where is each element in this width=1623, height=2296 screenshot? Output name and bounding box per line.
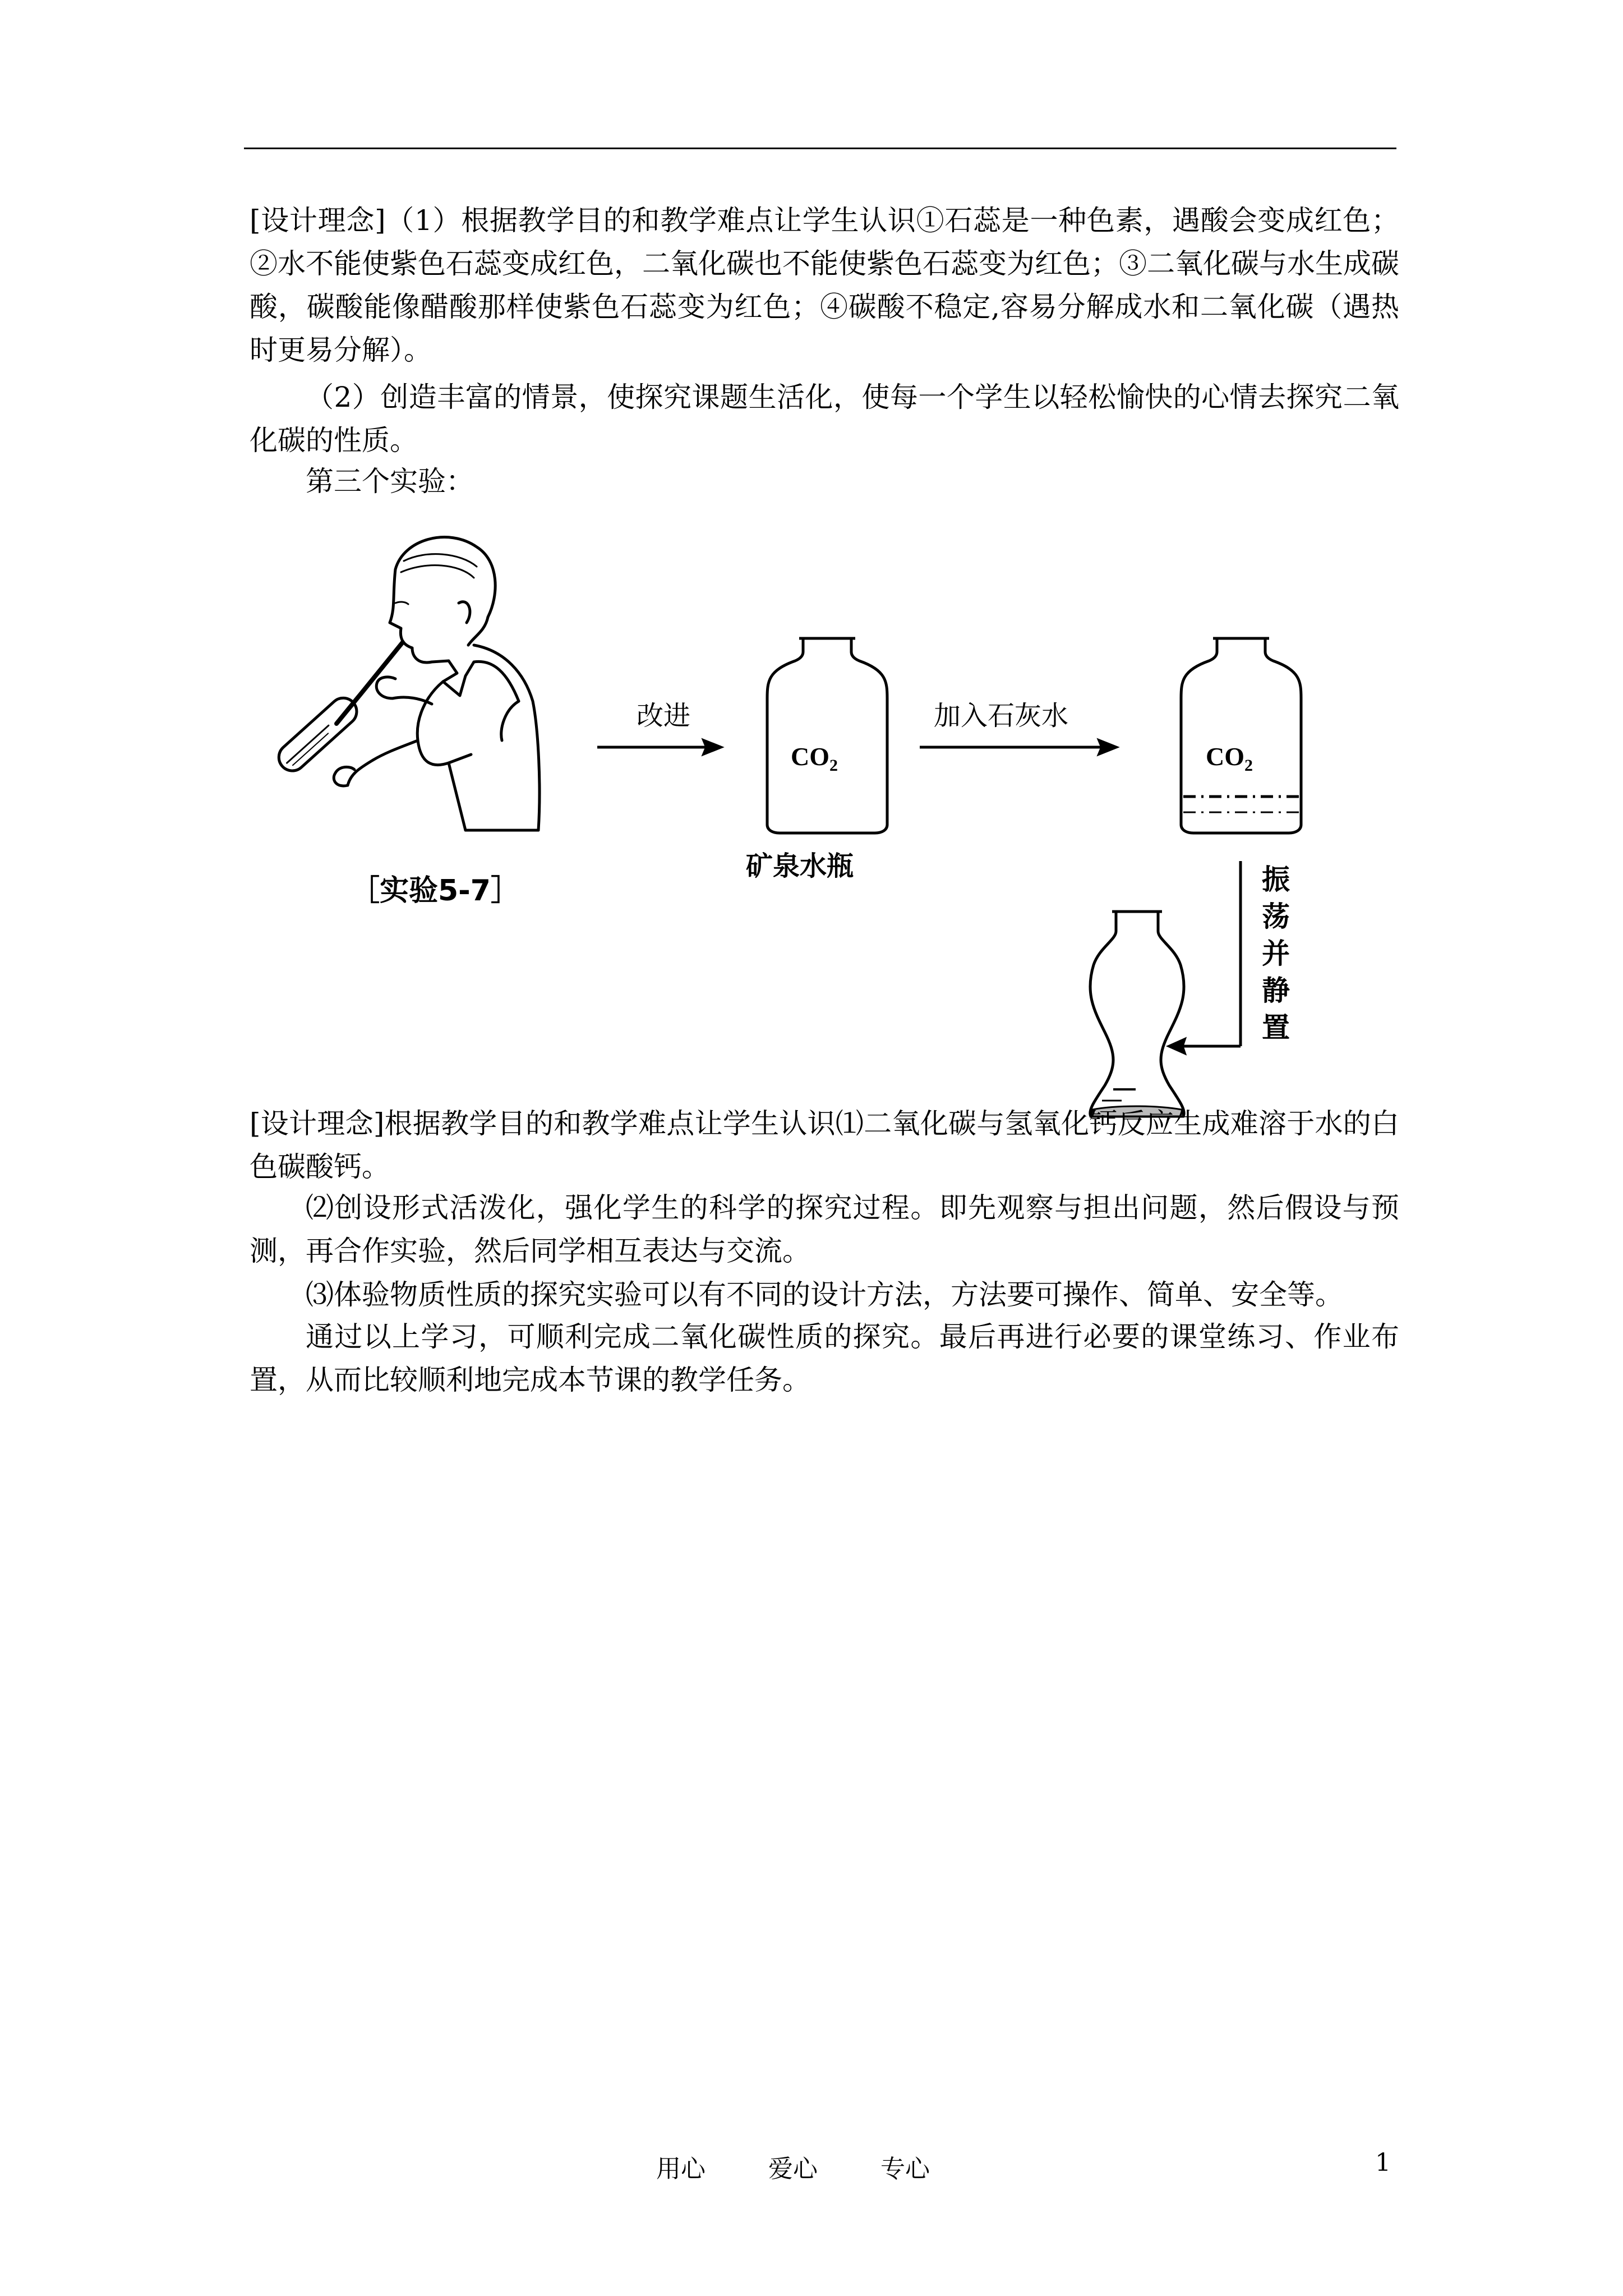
bottle2-formula: $CO_2$ [1206, 742, 1253, 775]
page-number: 1 [1375, 2148, 1391, 2177]
arrow1-label: 改进 [637, 700, 691, 731]
arrow-improve [597, 740, 721, 754]
mineral-water-bottle [767, 638, 887, 833]
footer-motto-2: 爱心 [768, 2155, 818, 2183]
boy-blowing-illustration [273, 537, 540, 830]
third-experiment-heading: 第三个实验： [306, 465, 474, 498]
design-concept-paragraph-2: （2）创造丰富的情景，使探究课题生活化，使每一个学生以轻松愉快的心情去探究二氧化碳的性质。 [250, 381, 1399, 457]
bottle1-caption: 矿泉水瓶 [746, 850, 854, 882]
experiment-label: ［实验5-7］ [351, 874, 520, 908]
design-concept-paragraph-5: ⑶体验物质性质的探究实验可以有不同的设计方法，方法要可操作、简单、安全等。 [306, 1278, 1343, 1311]
shake-and-settle-label: 振荡并静置 [1262, 863, 1290, 1044]
deformed-bottle [1090, 912, 1184, 1116]
design-concept-paragraph-1: [设计理念]（1）根据教学目的和教学难点让学生认识①石蕊是一种色素，遇酸会变成红色；②水不能使紫色石蕊变成红色，二氧化碳也不能使紫色石蕊变为红色；③二氧化碳与水生成碳酸，碳酸能像醋酸那样使紫色石蕊变为红色；④碳酸不稳定,容易分解成水和二氧化碳（遇热时更易分解）。 [250, 204, 1399, 366]
design-concept-paragraph-3: [设计理念]根据教学目的和教学难点让学生认识⑴二氧化碳与氢氧化钙反应生成难溶于水的白色碳酸钙。 [250, 1107, 1399, 1183]
footer-motto-1: 用心 [656, 2155, 706, 2183]
arrow2-label: 加入石灰水 [934, 700, 1069, 731]
footer-motto-3: 专心 [880, 2155, 930, 2183]
arrow-shake-and-settle [1169, 861, 1241, 1053]
co2-bottle-with-limewater [1181, 638, 1301, 833]
summary-paragraph: 通过以上学习，可顺利完成二氧化碳性质的探究。最后再进行必要的课堂练习、作业布置，从而比较顺利地完成本节课的教学任务。 [250, 1320, 1399, 1396]
bottle1-formula: $CO_2$ [791, 742, 838, 775]
arrow-add-limewater [920, 740, 1116, 754]
design-concept-paragraph-4: ⑵创设形式活泼化，强化学生的科学的探究过程。即先观察与担出问题，然后假设与预测，再合作实验，然后同学相互表达与交流。 [250, 1191, 1399, 1267]
